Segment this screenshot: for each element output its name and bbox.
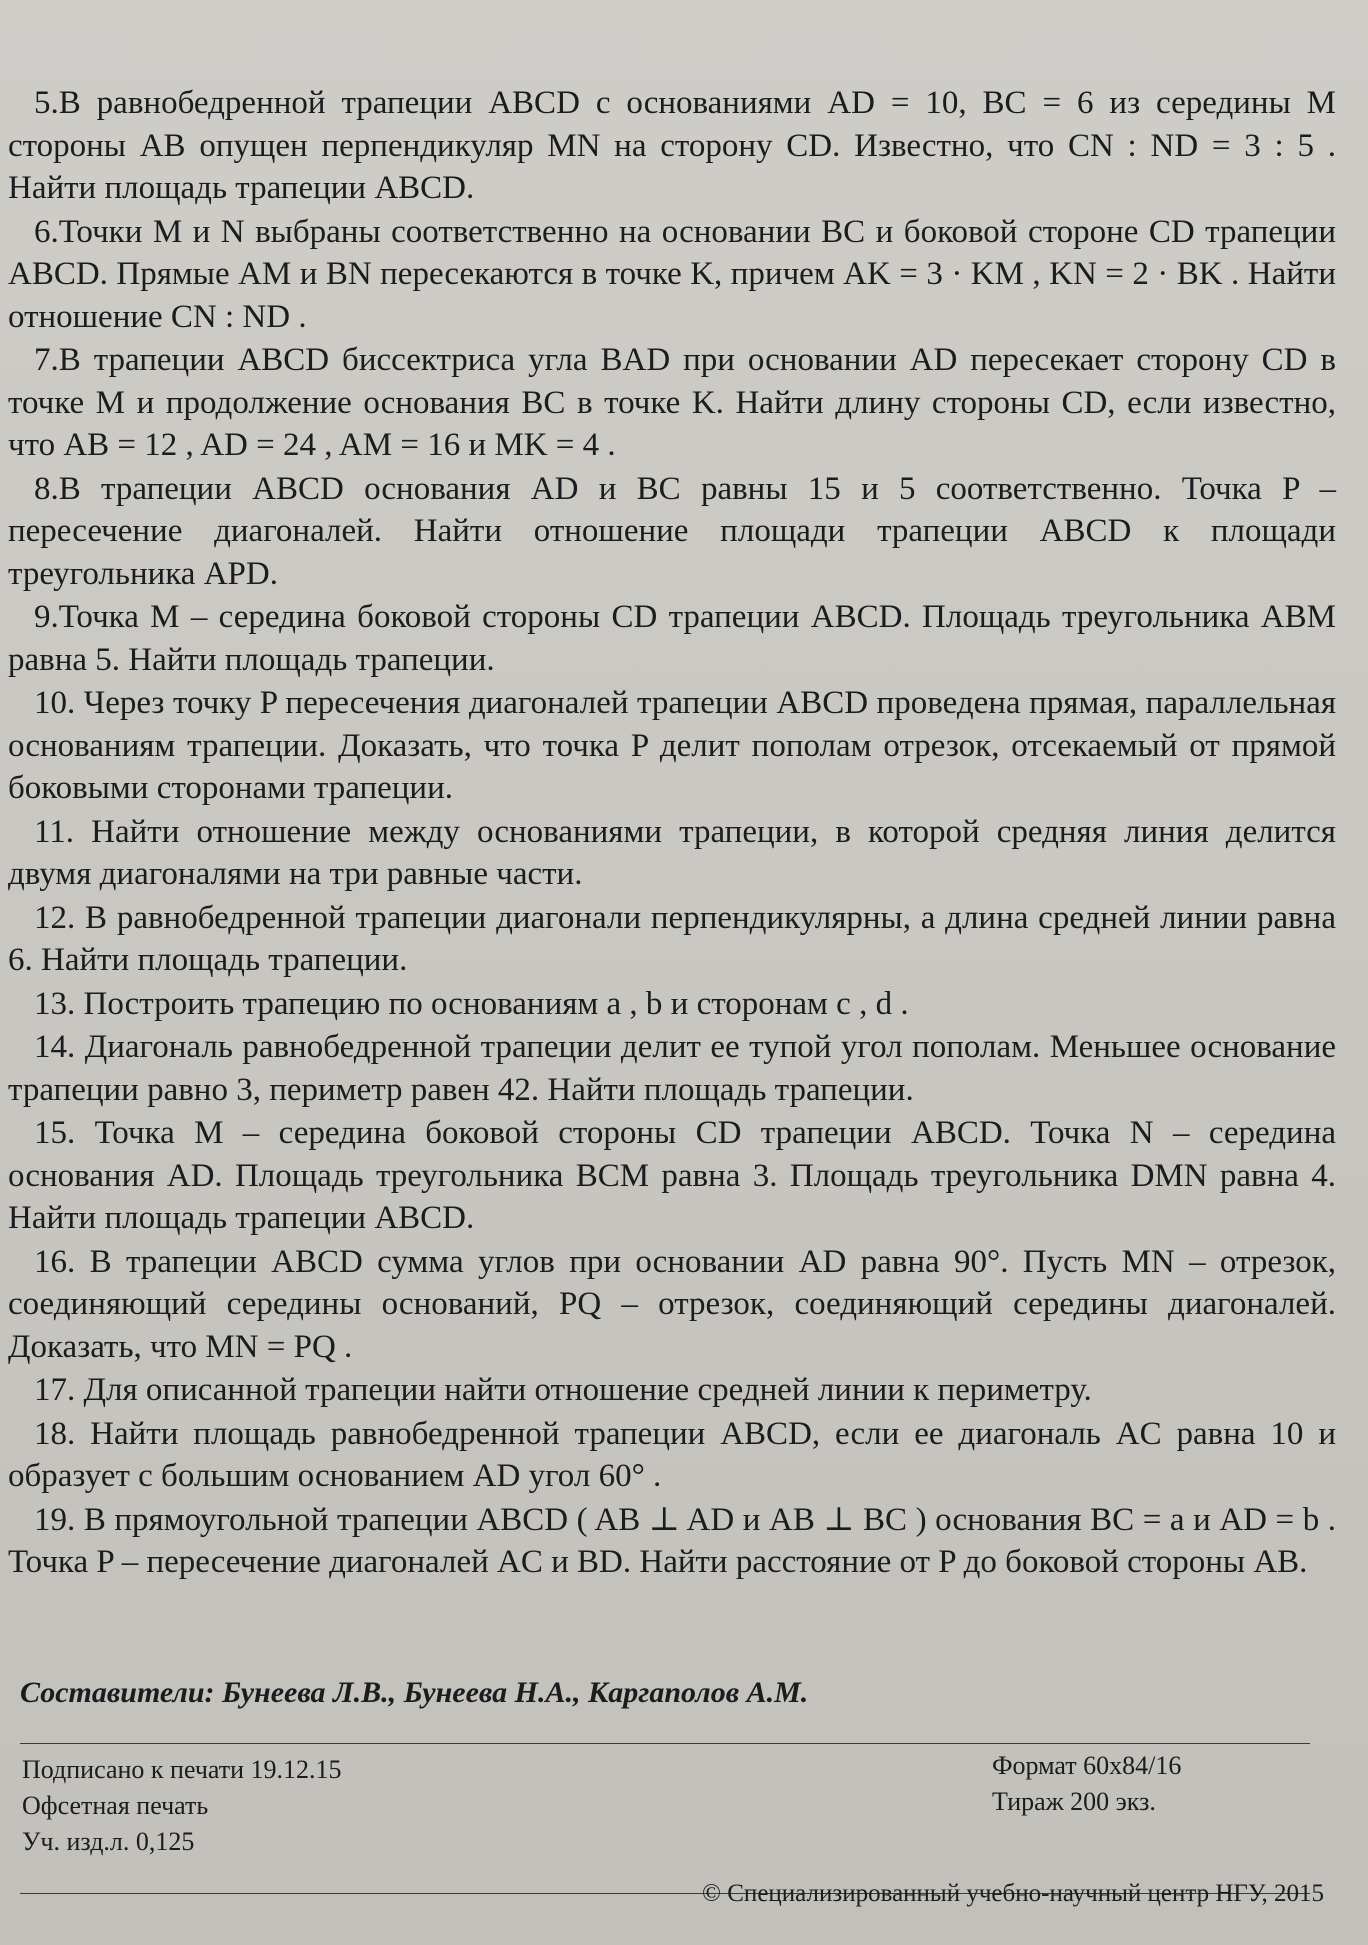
problem-text: В трапеции ABCD основания AD и BC равны 15 и 5 соответственно. Точка P – пересечение диагоналей. Найти отношение площади трапеции ABCD к площади треугольника APD.	[8, 470, 1336, 592]
problem-number: 16.	[34, 1243, 76, 1280]
problem-19	[8, 1499, 1336, 1584]
imprint-left	[22, 1752, 342, 1860]
problem-number: 14.	[34, 1029, 76, 1065]
problem-10	[8, 682, 1336, 810]
problem-7	[8, 339, 1336, 467]
problem-17	[8, 1369, 1336, 1412]
problem-text: В трапеции ABCD биссектриса угла BAD при основании AD пересекает сторону CD в точке M и продолжение основания BC в точке K. Найти длину стороны CD, если известно, что AB = 12 , AD = 24 , AM = 16 и MK = 4 .	[8, 342, 1336, 463]
problem-number: 19.	[34, 1501, 76, 1538]
problem-text: Построить трапецию по основаниям a , b и сторонам c , d .	[83, 985, 909, 1022]
imprint-print-type: Офсетная печать	[22, 1791, 209, 1820]
problem-number: 15.	[34, 1115, 76, 1151]
problem-text: Точка М – середина боковой стороны CD трапеции ABCD. Точка N – середина основания AD. Площадь треугольника BCM равна 3. Площадь треугольника DMN равна 4. Найти площадь трапеции ABCD.	[8, 1115, 1337, 1236]
problem-number: 10.	[34, 685, 76, 721]
problem-11	[8, 811, 1336, 896]
imprint-edition-sheets: Уч. изд.л. 0,125	[22, 1827, 195, 1856]
imprint-right	[992, 1748, 1181, 1820]
authors-line: Составители: Бунеева Л.В., Бунеева Н.А., Каргаполов А.М.	[20, 1676, 809, 1709]
problem-14	[8, 1026, 1336, 1111]
problem-text: В равнобедренной трапеции диагонали перпендикулярны, а длина средней линии равна 6. Найти площадь трапеции.	[8, 899, 1336, 978]
problem-text: Найти площадь равнобедренной трапеции ABCD, если ее диагональ AC равна 10 и образует с большим основанием AD угол 60° .	[8, 1415, 1336, 1494]
problem-8	[8, 468, 1336, 596]
problem-number: 6.	[34, 213, 59, 250]
problem-number: 9.	[34, 599, 59, 635]
problem-text: Точка M – середина боковой стороны CD трапеции ABCD. Площадь треугольника ABM равна 5. Найти площадь трапеции.	[8, 599, 1336, 678]
problem-number: 8.	[34, 470, 59, 507]
problem-6	[8, 211, 1336, 339]
problem-text: В прямоугольной трапеции ABCD ( AB ⊥ AD и AB ⊥ BC ) основания BC = a и AD = b . Точка P – пересечение диагоналей AC и BD. Найти расстояние от P до боковой стороны AB.	[8, 1501, 1336, 1580]
problem-5	[8, 82, 1336, 210]
problem-text: В равнобедренной трапеции ABCD с основаниями AD = 10, BC = 6 из середины M стороны AB опущен перпендикуляр MN на сторону CD. Известно, что CN : ND = 3 : 5 . Найти площадь трапеции ABCD.	[8, 85, 1336, 206]
problem-list	[8, 82, 1336, 1585]
problem-number: 12.	[34, 899, 76, 936]
problem-text: Диагональ равнобедренной трапеции делит ее тупой угол пополам. Меньшее основание трапеции равно 3, периметр равен 42. Найти площадь трапеции.	[8, 1029, 1337, 1108]
problem-text: Точки M и N выбраны соответственно на основании BC и боковой стороне CD трапеции ABCD. Прямые AM и BN пересекаются в точке K, причем AK = 3 · KM , KN = 2 · BK . Найти отношение CN : ND .	[8, 213, 1336, 335]
problem-text: Через точку P пересечения диагоналей трапеции ABCD проведена прямая, параллельная основаниям трапеции. Доказать, что точка P делит пополам отрезок, отсекаемый от прямой боковыми сторонами трапеции.	[8, 685, 1336, 806]
problem-text: Найти отношение между основаниями трапеции, в которой средняя линия делится двумя диагоналями на три равные части.	[8, 813, 1336, 892]
problem-text: В трапеции ABCD сумма углов при основании AD равна 90°. Пусть MN – отрезок, соединяющий середины оснований, PQ – отрезок, соединяющий середины диагоналей. Доказать, что MN = PQ .	[8, 1243, 1336, 1365]
problem-number: 5.	[34, 85, 59, 121]
imprint-format: Формат 60x84/16	[992, 1751, 1182, 1780]
problem-number: 13.	[34, 985, 76, 1022]
divider-top	[20, 1743, 1310, 1744]
problem-16	[8, 1241, 1336, 1369]
problem-number: 7.	[34, 342, 59, 378]
problem-number: 17.	[34, 1372, 76, 1408]
problem-9	[8, 596, 1336, 681]
problem-number: 18.	[34, 1415, 76, 1452]
copyright-line: © Специализированный учебно-научный центр НГУ, 2015	[702, 1880, 1324, 1907]
problem-15	[8, 1112, 1336, 1240]
problem-text: Для описанной трапеции найти отношение средней линии к периметру.	[83, 1372, 1092, 1408]
imprint-circulation: Тираж 200 экз.	[992, 1787, 1156, 1816]
imprint-signed: Подписано к печати 19.12.15	[22, 1755, 342, 1784]
problem-number: 11.	[34, 813, 75, 850]
problem-13	[8, 983, 1336, 1026]
problem-18	[8, 1413, 1336, 1498]
problem-12	[8, 897, 1336, 982]
